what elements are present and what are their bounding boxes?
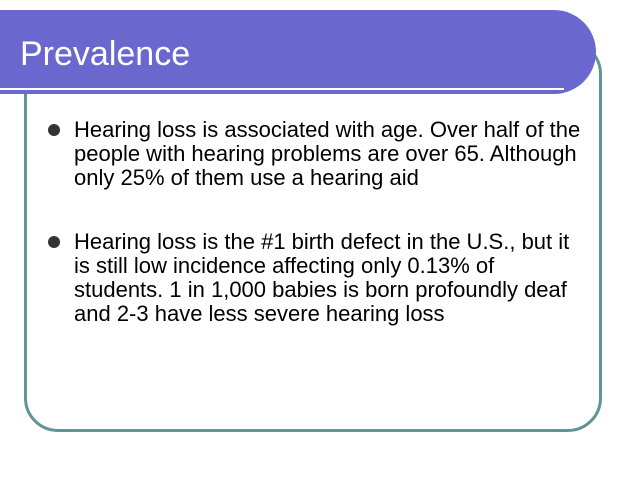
slide-title: Prevalence [20,35,191,73]
bullet-list [48,118,588,326]
title-bar [0,10,596,94]
bullet-dot-icon [48,236,60,248]
bullet-text: Hearing loss is the #1 birth defect in the U.S., but it is still low incidence affecting only 0.13% of students. 1 in 1,000 babies is born profoundly deaf and 2-3 have less severe hearing loss [74,229,570,326]
bullet-text: Hearing loss is associated with age. Over half of the people with hearing problems are over 65. Although only 25% of them use a hearing aid [74,117,581,190]
bullet-item [48,230,588,326]
bullet-item [48,118,588,190]
bullet-dot-icon [48,124,60,136]
title-underline [0,88,564,90]
